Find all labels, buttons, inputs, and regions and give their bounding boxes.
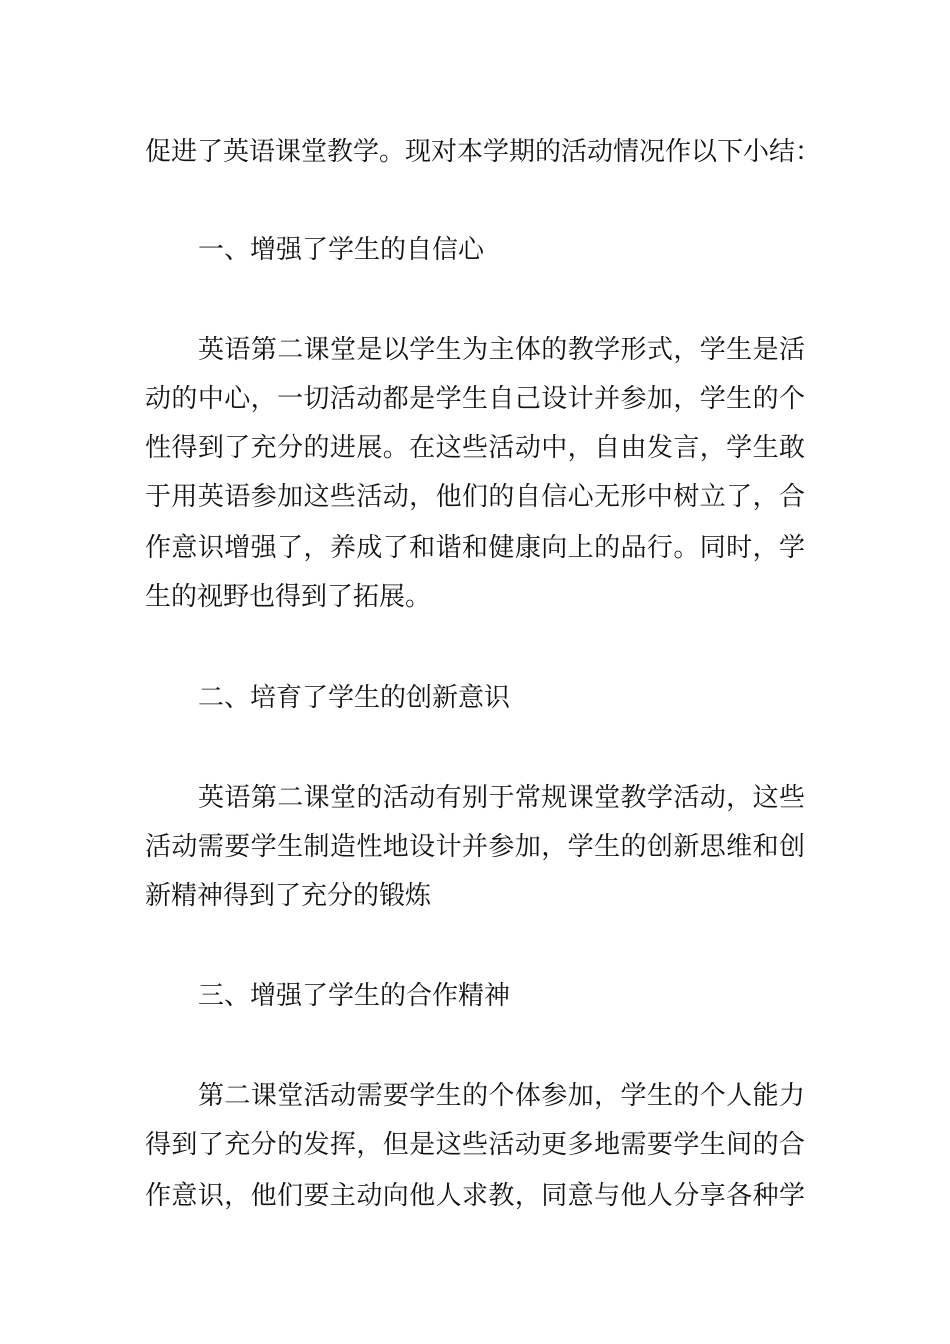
section-1-line-4: 于用英语参加这些活动，他们的自信心无形中树立了，合: [145, 482, 805, 512]
section-3-line-2: 得到了充分的发挥，但是这些活动更多地需要学生间的合: [145, 1130, 805, 1160]
section-1-line-2: 动的中心，一切活动都是学生自己设计并参加，学生的个: [145, 384, 805, 414]
intro-line: 促进了英语课堂教学。现对本学期的活动情况作以下小结：: [145, 137, 822, 167]
section-2-line-2: 活动需要学生制造性地设计并参加，学生的创新思维和创: [145, 832, 805, 862]
section-1-line-1: 英语第二课堂是以学生为主体的教学形式，学生是活: [198, 335, 805, 365]
section-1-line-5: 作意识增强了，养成了和谐和健康向上的品行。同时，学: [145, 533, 805, 563]
section-1-line-6: 生的视野也得到了拓展。: [145, 582, 432, 612]
section-2-heading: 二、培育了学生的创新意识: [198, 683, 511, 713]
section-3-heading: 三、增强了学生的合作精神: [198, 981, 511, 1011]
section-1-line-3: 性得到了充分的进展。在这些活动中，自由发言，学生敢: [145, 433, 805, 463]
section-3-line-3: 作意识，他们要主动向他人求教，同意与他人分享各种学: [145, 1181, 805, 1211]
section-2-line-1: 英语第二课堂的活动有别于常规课堂教学活动，这些: [198, 783, 805, 813]
section-2-line-3: 新精神得到了充分的锻炼: [145, 881, 432, 911]
section-1-heading: 一、增强了学生的自信心: [198, 235, 485, 265]
section-3-line-1: 第二课堂活动需要学生的个体参加，学生的个人能力: [198, 1081, 805, 1111]
